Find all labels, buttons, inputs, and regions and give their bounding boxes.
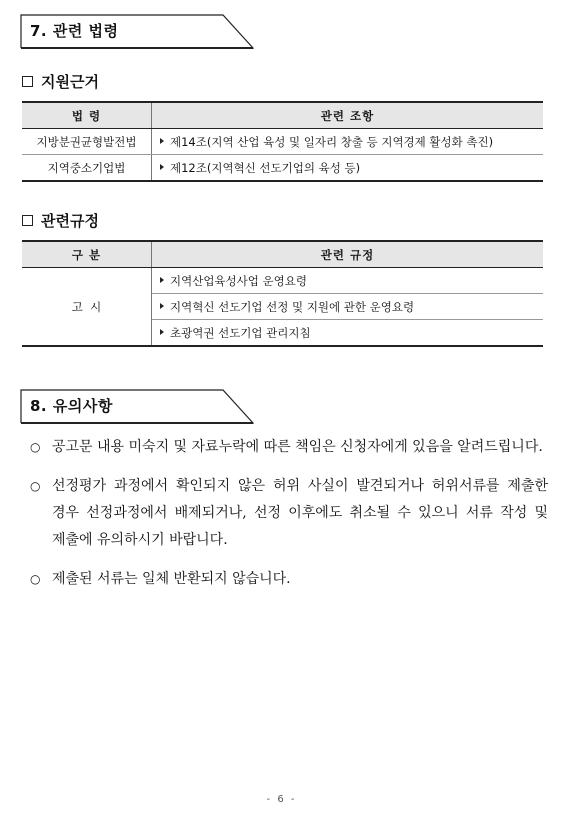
clause-cell [152,129,544,155]
rule-cell [152,320,544,347]
triangle-bullet-icon [160,164,164,170]
column-header-clause: 관련 조항 [152,102,544,129]
circle-bullet: ○ [30,440,41,454]
rule-text: 지역혁신 선도기업 선정 및 지원에 관한 운영요령 [170,299,415,314]
circle-bullet: ○ [30,479,41,493]
category-cell: 고 시 [22,268,152,347]
note-text: 공고문 내용 미숙지 및 자료누락에 따른 책임은 신청자에게 있음을 알려드립니다. [52,439,543,455]
triangle-bullet-icon [160,303,164,309]
column-header-category: 구 분 [22,241,152,268]
table-row [22,268,543,294]
note-text: 선정평가 과정에서 확인되지 않은 허위 사실이 발견되거나 허위서류를 제출한 경우 선정과정에서 배제되거나, 선정 이후에도 취소될 수 있으니 서류 작성 및 제출에 유의하시기 바랍니다. [52,478,548,548]
section-8-title: 8. 유의사항 [30,397,113,415]
triangle-bullet-icon [160,329,164,335]
rule-text: 초광역권 선도기업 관리지침 [170,325,311,340]
basis-table [22,101,543,182]
rules-heading [22,210,99,231]
law-name-cell: 지역중소기업법 [22,155,152,182]
notes-list [30,434,548,605]
table-row [22,129,543,155]
rule-cell [152,294,544,320]
section-8-heading [20,389,254,423]
clause-text: 제12조(지역혁신 선도기업의 육성 등) [170,160,361,175]
section-7-title: 7. 관련 법령 [30,22,119,40]
law-name-cell: 지방분권균형발전법 [22,129,152,155]
circle-bullet: ○ [30,572,41,586]
column-header-rule: 관련 규정 [152,241,544,268]
table-header-row [22,241,543,268]
section-7-heading [20,14,254,48]
column-header-law: 법 령 [22,102,152,129]
rules-heading-label: 관련규정 [41,212,99,230]
rule-text: 지역산업육성사업 운영요령 [170,273,307,288]
basis-heading [22,71,99,92]
triangle-bullet-icon [160,138,164,144]
triangle-bullet-icon [160,277,164,283]
clause-cell [152,155,544,182]
clause-text: 제14조(지역 산업 육성 및 일자리 창출 등 지역경제 활성화 촉진) [170,134,494,149]
list-item [30,473,548,554]
table-row [22,155,543,182]
table-header-row [22,102,543,129]
rule-cell [152,268,544,294]
checkbox-square-icon [22,215,33,226]
page-number: - 6 - [266,794,297,805]
rules-table [22,240,543,347]
checkbox-square-icon [22,76,33,87]
basis-heading-label: 지원근거 [41,73,99,91]
note-text: 제출된 서류는 일체 반환되지 않습니다. [52,571,291,587]
list-item [30,566,548,593]
list-item [30,434,548,461]
